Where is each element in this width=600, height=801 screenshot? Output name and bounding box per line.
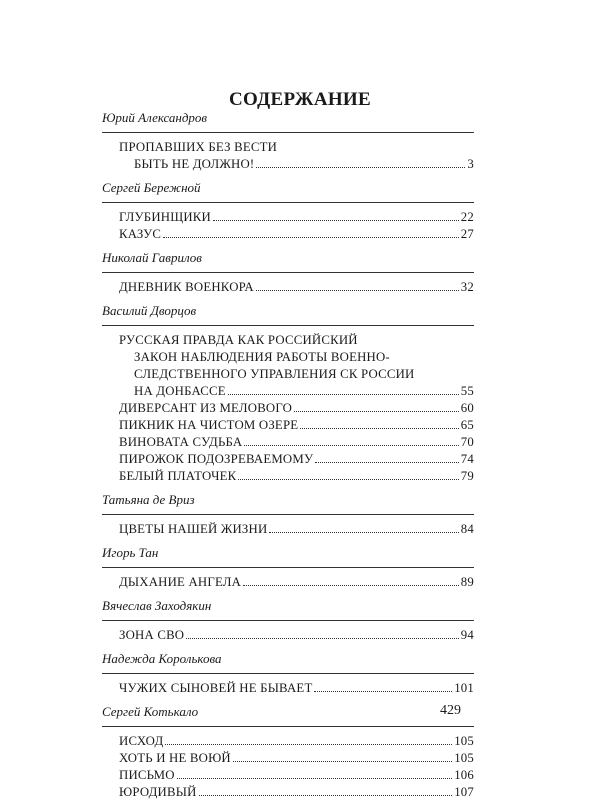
entry-page-number: 79 <box>460 469 474 483</box>
entry-page-number: 105 <box>454 751 474 765</box>
dot-leader <box>256 290 459 291</box>
toc-entry <box>119 680 474 697</box>
toc-entry <box>119 156 474 173</box>
toc-entry <box>119 521 474 538</box>
toc-entry <box>119 468 474 485</box>
entry-page-number: 105 <box>454 734 474 748</box>
toc-entry <box>119 139 474 156</box>
dot-leader <box>186 638 459 639</box>
entry-page-number: 107 <box>454 785 474 799</box>
toc-entry <box>119 226 474 243</box>
entry-page-number: 84 <box>460 522 474 536</box>
author-name: Надежда Королькова <box>102 651 222 666</box>
entry-page-number: 89 <box>460 575 474 589</box>
entry-title: ЗАКОН НАБЛЮДЕНИЯ РАБОТЫ ВОЕННО- <box>134 350 390 364</box>
dot-leader <box>233 761 452 762</box>
entry-page-number: 74 <box>460 452 474 466</box>
dot-leader <box>269 532 458 533</box>
entry-title: ДИВЕРСАНТ ИЗ МЕЛОВОГО <box>119 401 293 415</box>
entry-title: ЗОНА СВО <box>119 628 185 642</box>
entry-title: НА ДОНБАССЕ <box>134 384 226 398</box>
dot-leader <box>228 394 459 395</box>
toc-entry <box>119 627 474 644</box>
dot-leader <box>238 479 458 480</box>
entry-title: КАЗУС <box>119 227 162 241</box>
entry-list <box>102 621 474 644</box>
author-name: Сергей Бережной <box>102 180 201 195</box>
entry-title: БЫТЬ НЕ ДОЛЖНО! <box>134 157 255 171</box>
dot-leader <box>256 167 465 168</box>
toc-entry <box>119 434 474 451</box>
entry-list <box>102 273 474 296</box>
entry-page-number: 55 <box>460 384 474 398</box>
author-name: Василий Дворцов <box>102 303 197 318</box>
page-title: СОДЕРЖАНИЕ <box>229 89 371 110</box>
toc-entry <box>119 574 474 591</box>
dot-leader <box>163 237 459 238</box>
entry-title: ЮРОДИВЫЙ <box>119 785 197 799</box>
entry-page-number: 70 <box>460 435 474 449</box>
entry-title: ДЫХАНИЕ АНГЕЛА <box>119 575 242 589</box>
toc-entry <box>119 784 474 801</box>
entry-title: РУССКАЯ ПРАВДА КАК РОССИЙСКИЙ <box>119 333 358 347</box>
toc-entry <box>119 366 474 383</box>
dot-leader <box>177 778 453 779</box>
dot-leader <box>165 744 452 745</box>
entry-page-number: 94 <box>460 628 474 642</box>
entry-title: ЦВЕТЫ НАШЕЙ ЖИЗНИ <box>119 522 268 536</box>
toc-entry <box>119 349 474 366</box>
toc-entry <box>119 733 474 750</box>
entry-title: ПРОПАВШИХ БЕЗ ВЕСТИ <box>119 140 278 154</box>
author-name: Татьяна де Вриз <box>102 492 195 507</box>
toc-entry <box>119 750 474 767</box>
entry-title: СЛЕДСТВЕННОГО УПРАВЛЕНИЯ СК РОССИИ <box>134 367 415 381</box>
entry-list <box>102 326 474 485</box>
dot-leader <box>294 411 459 412</box>
entry-list <box>102 674 474 697</box>
entry-page-number: 101 <box>454 681 474 695</box>
entry-title: ХОТЬ И НЕ ВОЮЙ <box>119 751 231 765</box>
dot-leader <box>300 428 459 429</box>
entry-list <box>102 203 474 243</box>
entry-title: БЕЛЫЙ ПЛАТОЧЕК <box>119 469 237 483</box>
author-name: Юрий Александров <box>102 110 208 125</box>
entry-page-number: 65 <box>460 418 474 432</box>
author-name: Сергей Котькало <box>102 704 199 719</box>
toc-entry <box>119 279 474 296</box>
entry-page-number: 106 <box>454 768 474 782</box>
entry-title: ЧУЖИХ СЫНОВЕЙ НЕ БЫВАЕТ <box>119 681 313 695</box>
entry-title: ДНЕВНИК ВОЕНКОРА <box>119 280 254 294</box>
entry-list <box>102 515 474 538</box>
entry-page-number: 3 <box>467 157 474 171</box>
entry-list <box>102 568 474 591</box>
entry-list <box>102 727 474 801</box>
entry-title: ИСХОД <box>119 734 164 748</box>
entry-title: ПИРОЖОК ПОДОЗРЕВАЕМОМУ <box>119 452 314 466</box>
entry-page-number: 32 <box>460 280 474 294</box>
toc-entry <box>119 383 474 400</box>
entry-page-number: 27 <box>460 227 474 241</box>
toc-entry <box>119 332 474 349</box>
entry-title: ВИНОВАТА СУДЬБА <box>119 435 243 449</box>
entry-page-number: 60 <box>460 401 474 415</box>
toc-entry <box>119 417 474 434</box>
entry-title: ПИСЬМО <box>119 768 175 782</box>
dot-leader <box>244 445 458 446</box>
author-name: Николай Гаврилов <box>102 250 202 265</box>
dot-leader <box>315 462 459 463</box>
toc-entry <box>119 400 474 417</box>
entry-title: ГЛУБИНЩИКИ <box>119 210 211 224</box>
table-of-contents <box>102 110 474 801</box>
toc-entry <box>119 451 474 468</box>
toc-entry <box>119 767 474 784</box>
page-number: 429 <box>440 703 461 718</box>
dot-leader <box>199 795 453 796</box>
dot-leader <box>314 691 452 692</box>
author-name: Игорь Тан <box>102 545 159 560</box>
entry-page-number: 22 <box>460 210 474 224</box>
entry-title: ПИКНИК НА ЧИСТОМ ОЗЕРЕ <box>119 418 299 432</box>
author-name: Вячеслав Заходякин <box>102 598 212 613</box>
dot-leader <box>213 220 459 221</box>
entry-list <box>102 133 474 173</box>
dot-leader <box>243 585 459 586</box>
toc-entry <box>119 209 474 226</box>
